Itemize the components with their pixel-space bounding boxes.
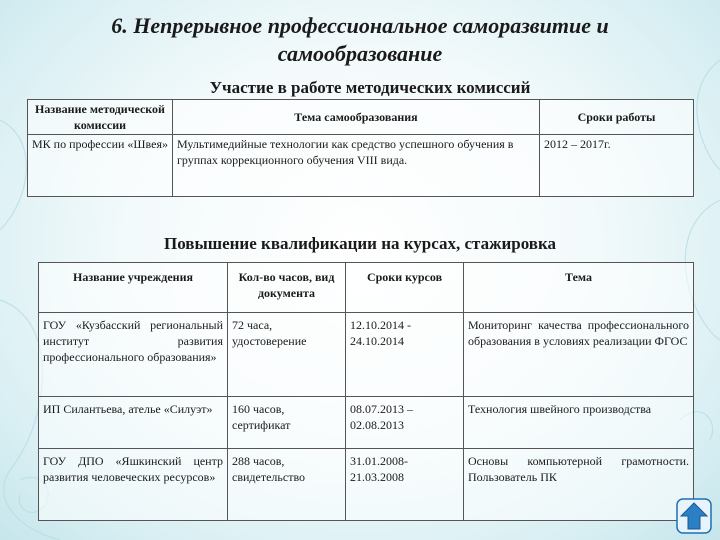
section-title-courses: Повышение квалификации на курсах, стажировка bbox=[163, 234, 556, 253]
table-row bbox=[39, 397, 694, 449]
table-cell: 12.10.2014 - 24.10.2014 bbox=[346, 313, 464, 397]
column-header: Название методической комиссии bbox=[28, 100, 173, 135]
table-cell: 08.07.2013 – 02.08.2013 bbox=[346, 397, 464, 449]
column-header: Название учреждения bbox=[39, 263, 228, 313]
table-cell: ИП Силантьева, ателье «Силуэт» bbox=[39, 397, 228, 449]
commissions-table bbox=[27, 99, 694, 197]
table-row bbox=[28, 135, 694, 197]
table-header-row bbox=[39, 263, 694, 313]
table-cell: 31.01.2008- 21.03.2008 bbox=[346, 449, 464, 521]
table-cell: Мультимедийные технологии как средство успешного обучения в группах коррекционного обучения VIII вида. bbox=[173, 135, 540, 197]
table-cell: ГОУ ДПО «Яшкинский центр развития человеческих ресурсов» bbox=[39, 449, 228, 521]
column-header: Тема bbox=[464, 263, 694, 313]
column-header: Сроки работы bbox=[540, 100, 694, 135]
column-header: Тема самообразования bbox=[173, 100, 540, 135]
slide-title: 6. Непрерывное профессиональное саморазвитие и самообразование bbox=[111, 13, 609, 66]
table-header-row bbox=[28, 100, 694, 135]
table-cell: МК по профессии «Швея» bbox=[28, 135, 173, 197]
table-cell: Технология швейного производства bbox=[464, 397, 694, 449]
table-cell: ГОУ «Кузбасский региональный институт развития профессионального образования» bbox=[39, 313, 228, 397]
column-header: Сроки курсов bbox=[346, 263, 464, 313]
table-cell: 288 часов, свидетельство bbox=[228, 449, 346, 521]
table-row bbox=[39, 449, 694, 521]
table-cell: 160 часов, сертификат bbox=[228, 397, 346, 449]
section-title-commissions: Участие в работе методических комиссий bbox=[209, 78, 531, 97]
column-header: Кол-во часов, вид документа bbox=[228, 263, 346, 313]
courses-table bbox=[38, 262, 694, 521]
table-cell: 2012 – 2017г. bbox=[540, 135, 694, 197]
table-cell: Основы компьютерной грамотности. Пользователь ПК bbox=[464, 449, 694, 521]
table-cell: Мониторинг качества профессионального образования в условиях реализации ФГОС bbox=[464, 313, 694, 397]
up-arrow-icon[interactable] bbox=[676, 498, 712, 534]
table-cell: 72 часа, удостоверение bbox=[228, 313, 346, 397]
table-row bbox=[39, 313, 694, 397]
